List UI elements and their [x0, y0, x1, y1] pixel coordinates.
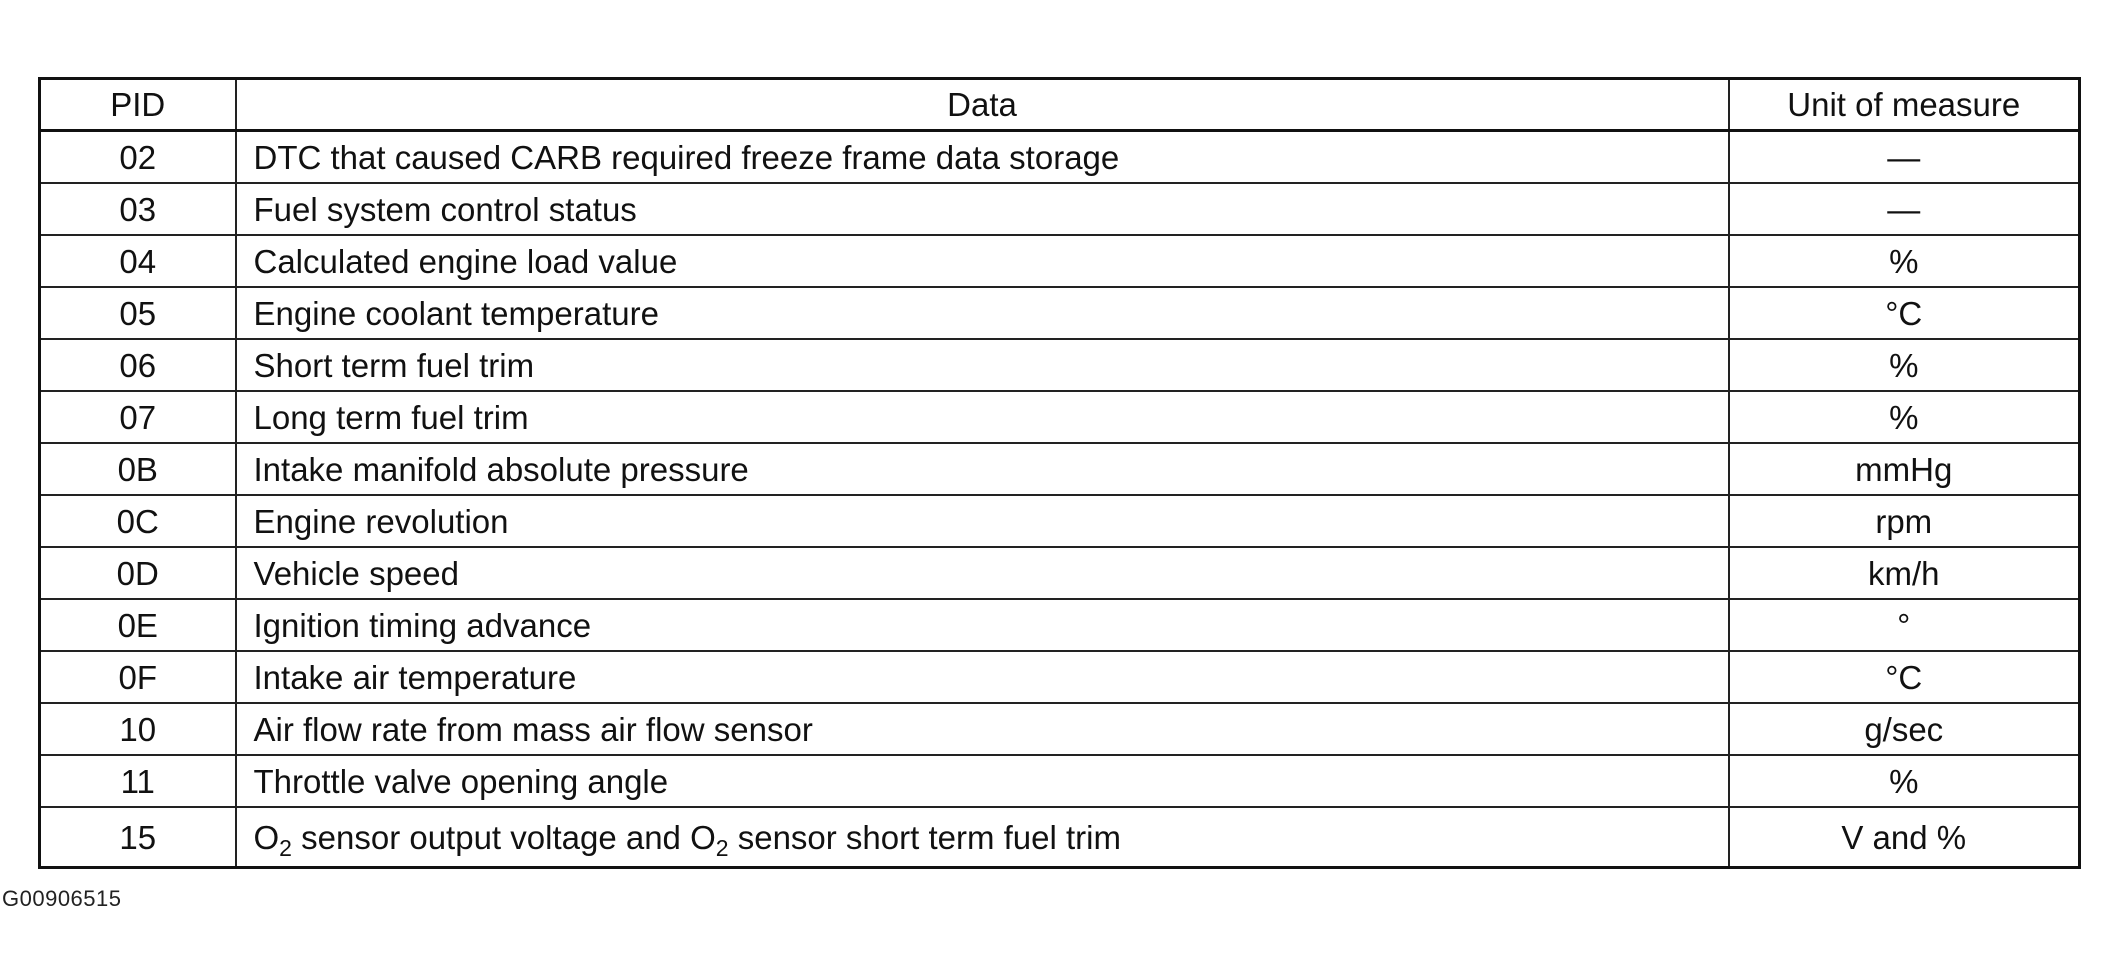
subscript-2: 2	[279, 834, 292, 861]
unit-cell: —	[1729, 131, 2080, 184]
unit-cell: km/h	[1729, 547, 2080, 599]
pid-cell: 06	[40, 339, 236, 391]
data-cell: Fuel system control status	[236, 183, 1729, 235]
table-row	[40, 807, 2080, 868]
data-cell: Short term fuel trim	[236, 339, 1729, 391]
header-data: Data	[236, 79, 1729, 131]
data-cell	[236, 807, 1729, 868]
pid-cell: 03	[40, 183, 236, 235]
data-cell: Calculated engine load value	[236, 235, 1729, 287]
data-text-o: O	[253, 818, 280, 856]
pid-cell: 04	[40, 235, 236, 287]
table-row	[40, 131, 2080, 184]
table-row	[40, 547, 2080, 599]
unit-cell: °C	[1729, 651, 2080, 703]
table-row	[40, 391, 2080, 443]
subscript-2: 2	[715, 834, 729, 861]
data-cell: Vehicle speed	[236, 547, 1729, 599]
unit-cell: rpm	[1729, 495, 2080, 547]
header-pid: PID	[40, 79, 236, 131]
data-text-end: sensor short term fuel trim	[728, 818, 1121, 856]
unit-cell: °	[1729, 599, 2080, 651]
table-row	[40, 651, 2080, 703]
data-cell: Long term fuel trim	[236, 391, 1729, 443]
pid-cell: 07	[40, 391, 236, 443]
pid-cell: 11	[40, 755, 236, 807]
pid-cell: 05	[40, 287, 236, 339]
data-cell: Throttle valve opening angle	[236, 755, 1729, 807]
table-row	[40, 599, 2080, 651]
unit-cell: —	[1729, 183, 2080, 235]
unit-cell: %	[1729, 235, 2080, 287]
data-cell: Intake air temperature	[236, 651, 1729, 703]
unit-cell: V and %	[1729, 807, 2080, 868]
table-row	[40, 183, 2080, 235]
data-cell: Air flow rate from mass air flow sensor	[236, 703, 1729, 755]
table-row	[40, 339, 2080, 391]
data-cell: Intake manifold absolute pressure	[236, 443, 1729, 495]
table-row	[40, 443, 2080, 495]
unit-cell: %	[1729, 391, 2080, 443]
data-cell: Engine revolution	[236, 495, 1729, 547]
data-cell: Ignition timing advance	[236, 599, 1729, 651]
header-unit-of-measure: Unit of measure	[1729, 79, 2080, 131]
pid-data-table	[38, 77, 2081, 869]
figure-code: G00906515	[2, 886, 122, 911]
pid-cell: 0E	[40, 599, 236, 651]
unit-cell: %	[1729, 755, 2080, 807]
unit-cell: g/sec	[1729, 703, 2080, 755]
data-cell: DTC that caused CARB required freeze frame data storage	[236, 131, 1729, 184]
pid-cell: 0D	[40, 547, 236, 599]
pid-cell: 02	[40, 131, 236, 184]
table-header-row	[40, 79, 2080, 131]
table-row	[40, 235, 2080, 287]
pid-cell: 0F	[40, 651, 236, 703]
data-text-middle: sensor output voltage and O	[291, 818, 716, 856]
pid-cell: 0C	[40, 495, 236, 547]
pid-cell: 10	[40, 703, 236, 755]
table-row	[40, 703, 2080, 755]
data-cell: Engine coolant temperature	[236, 287, 1729, 339]
pid-cell: 15	[40, 807, 236, 868]
unit-cell: mmHg	[1729, 443, 2080, 495]
table-row	[40, 755, 2080, 807]
unit-cell: °C	[1729, 287, 2080, 339]
table-row	[40, 287, 2080, 339]
table-row	[40, 495, 2080, 547]
pid-cell: 0B	[40, 443, 236, 495]
unit-cell: %	[1729, 339, 2080, 391]
